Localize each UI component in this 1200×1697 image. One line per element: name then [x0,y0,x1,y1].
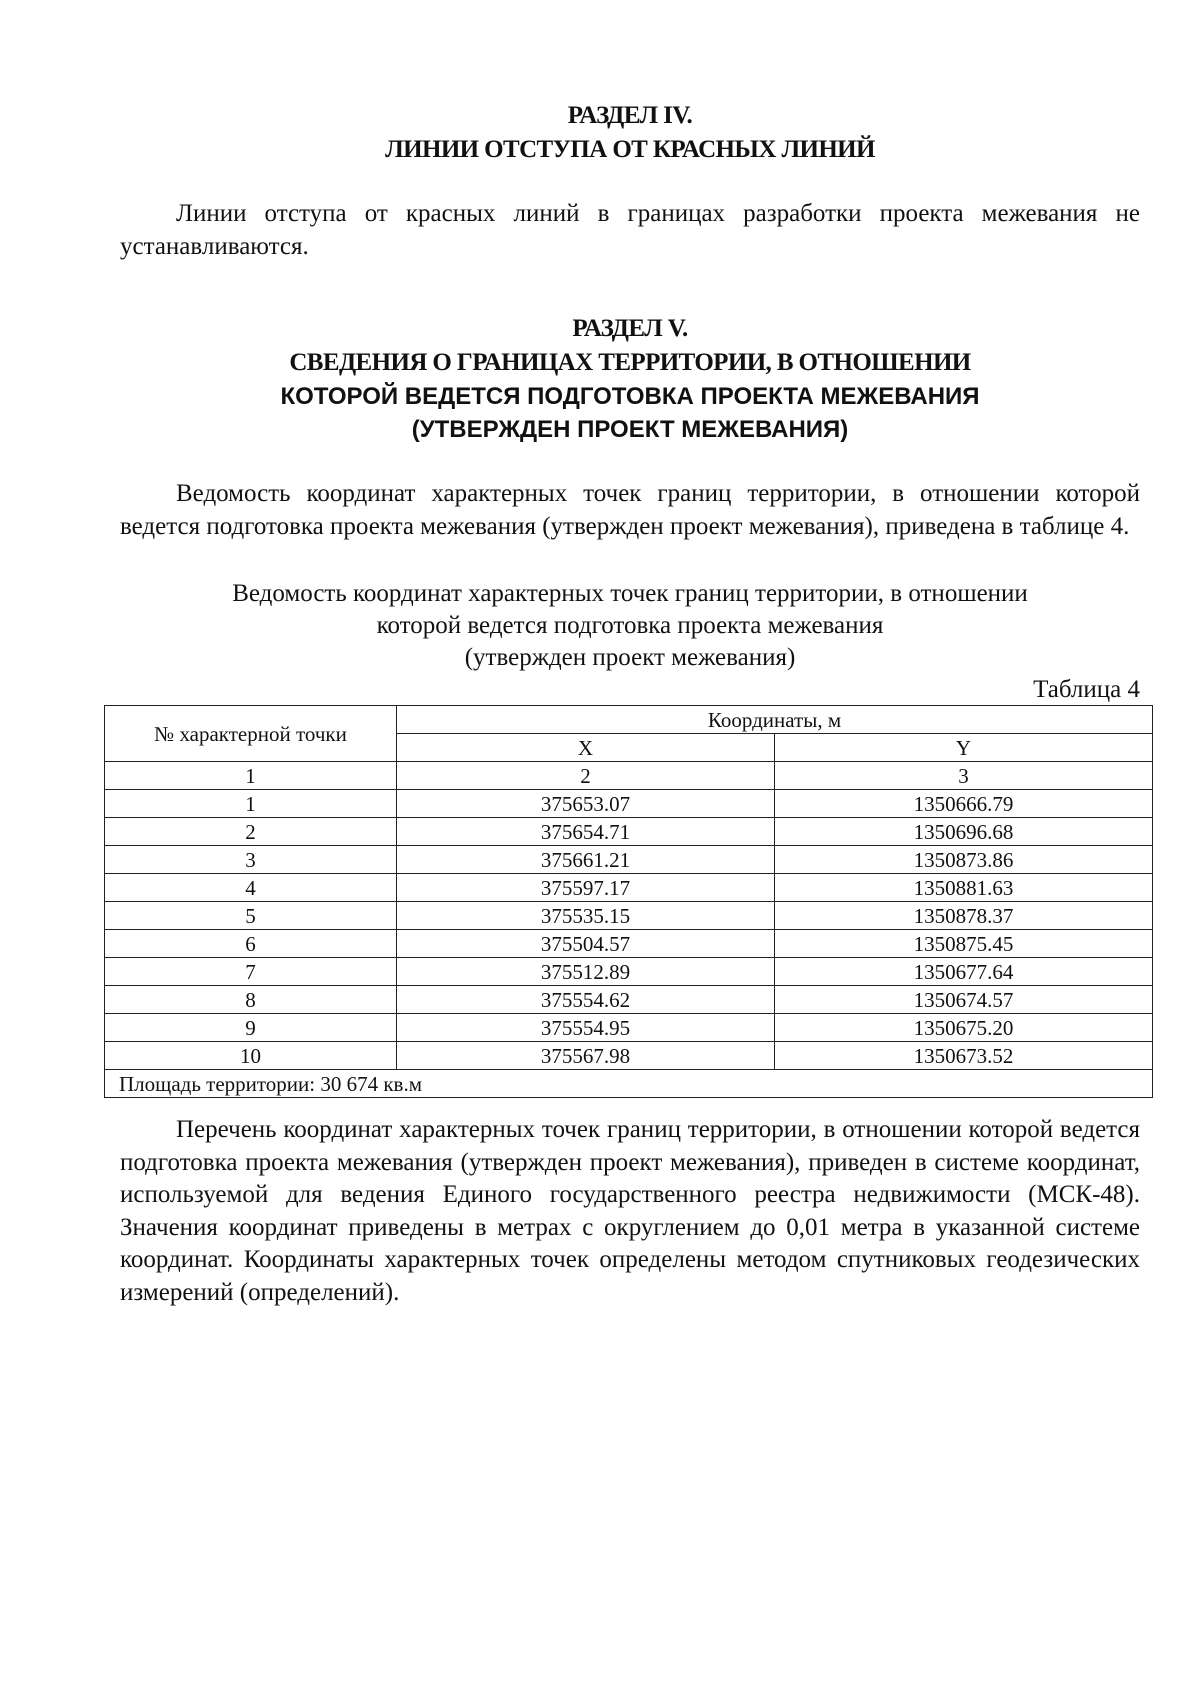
section-4-subtitle: ЛИНИИ ОТСТУПА ОТ КРАСНЫХ ЛИНИЙ [385,136,875,163]
table-caption-line2: которой ведется подготовка проекта межевания [376,612,884,639]
x-coordinate-cell: 375654.71 [397,818,775,846]
point-number-cell: 9 [105,1014,397,1042]
header-x: X [397,734,775,762]
table-row [105,958,1153,986]
point-number-cell: 5 [105,902,397,930]
y-coordinate-cell: 1350675.20 [775,1014,1153,1042]
table-caption-line1: Ведомость координат характерных точек границ территории, в отношении [232,580,1028,607]
point-number-cell: 6 [105,930,397,958]
header-coordinates: Координаты, м [397,706,1153,734]
section-5-subtitle-line1: СВЕДЕНИЯ О ГРАНИЦАХ ТЕРРИТОРИИ, В ОТНОШЕНИИ [289,349,971,376]
y-coordinate-cell: 1350666.79 [775,790,1153,818]
x-coordinate-cell: 375554.62 [397,986,775,1014]
x-coordinate-cell: 375554.95 [397,1014,775,1042]
y-coordinate-cell: 1350677.64 [775,958,1153,986]
section-5-subtitle-line2: КОТОРОЙ ВЕДЕТСЯ ПОДГОТОВКА ПРОЕКТА МЕЖЕВАНИЯ [280,383,980,410]
y-coordinate-cell: 1350875.45 [775,930,1153,958]
y-coordinate-cell: 1350873.86 [775,846,1153,874]
table-row [105,874,1153,902]
point-number-cell: 3 [105,846,397,874]
table-numbering-row [105,762,1153,790]
section-5-title: РАЗДЕЛ V. [572,315,688,342]
point-number-cell: 8 [105,986,397,1014]
table-row [105,986,1153,1014]
point-number-cell: 4 [105,874,397,902]
table-label: Таблица 4 [1033,676,1140,703]
table-row [105,790,1153,818]
table-header-row [105,706,1153,734]
point-number-cell: 10 [105,1042,397,1070]
point-number-cell: 1 [105,790,397,818]
section-5-intro: Ведомость координат характерных точек границ территории, в отношении которой ведется подготовка проекта межевания (утвержден проект межевания), приведена в таблице 4. [120,480,1140,540]
column-number: 2 [397,762,775,790]
column-number: 1 [105,762,397,790]
table-row [105,818,1153,846]
section-4-text: Линии отступа от красных линий в границах разработки проекта межевания не устанавливаются. [120,200,1140,260]
table-row [105,1014,1153,1042]
point-number-cell: 7 [105,958,397,986]
territory-area: Площадь территории: 30 674 кв.м [105,1070,1153,1098]
x-coordinate-cell: 375661.21 [397,846,775,874]
section-4-title: РАЗДЕЛ IV. [567,102,693,129]
column-number: 3 [775,762,1153,790]
header-y: Y [775,734,1153,762]
section-5-subtitle-line3: (УТВЕРЖДЕН ПРОЕКТ МЕЖЕВАНИЯ) [411,416,849,443]
table-area-row [105,1070,1153,1098]
x-coordinate-cell: 375597.17 [397,874,775,902]
y-coordinate-cell: 1350674.57 [775,986,1153,1014]
header-point-number: № характерной точки [105,706,397,762]
table-row [105,846,1153,874]
y-coordinate-cell: 1350673.52 [775,1042,1153,1070]
y-coordinate-cell: 1350696.68 [775,818,1153,846]
x-coordinate-cell: 375535.15 [397,902,775,930]
x-coordinate-cell: 375653.07 [397,790,775,818]
table-caption-line3: (утвержден проект межевания) [464,644,796,671]
coordinates-table [104,705,1153,1098]
x-coordinate-cell: 375512.89 [397,958,775,986]
y-coordinate-cell: 1350881.63 [775,874,1153,902]
table-row [105,930,1153,958]
y-coordinate-cell: 1350878.37 [775,902,1153,930]
table-row [105,902,1153,930]
table-row [105,1042,1153,1070]
x-coordinate-cell: 375567.98 [397,1042,775,1070]
closing-text: Перечень координат характерных точек границ территории, в отношении которой ведется подготовка проекта межевания (утвержден проект межевания), приведен в системе координат, используемой для ведения Единого государственного реестра недвижимости (МСК-48). Значения координат приведены в метрах с округлением до 0,01 метра в указанной системе координат. Координаты характерных точек определены методом спутниковых геодезических измерений (определений). [120,1116,1140,1306]
point-number-cell: 2 [105,818,397,846]
x-coordinate-cell: 375504.57 [397,930,775,958]
